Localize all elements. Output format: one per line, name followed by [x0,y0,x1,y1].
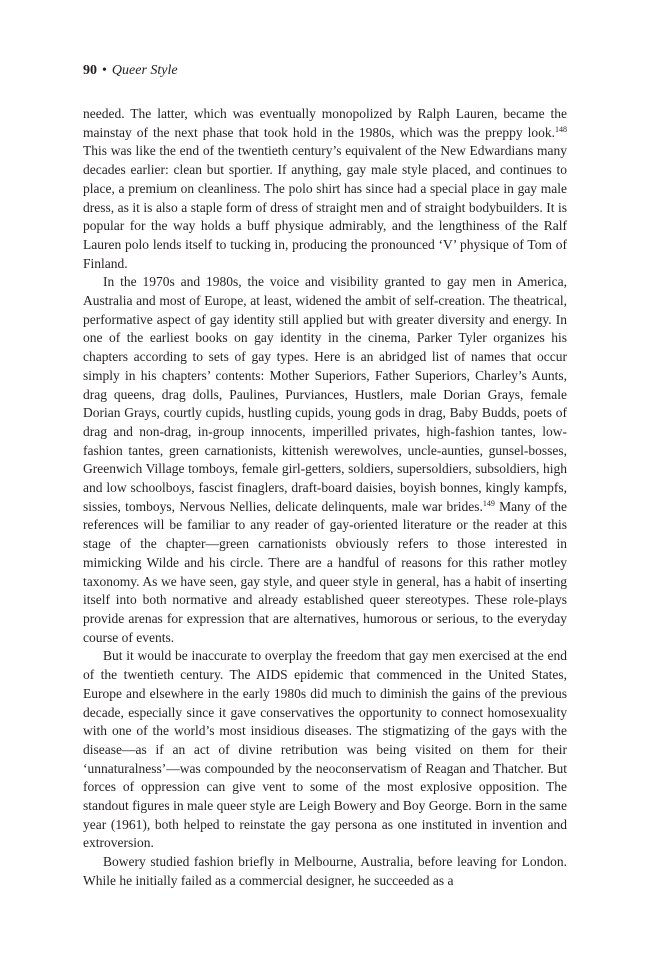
text-run: This was like the end of the twentieth century’s equivalent of the New Edwardians many decades earlier: clean but sportier. If anything, gay male style placed, and continues to place, a premium on cleanliness. The polo shirt has since had a special place in gay male dress, as it is also a staple form of dress of straight men and of straight bodybuilders. It is popular for the way holds a buff physique admirably, and the lengthiness of the Ralf Lauren polo lends itself to tucking in, producing the pronounced ‘V’ physique of Tom of Finland. [83,143,567,271]
footnote-ref: 148 [555,124,567,134]
footnote-ref: 149 [482,498,495,508]
body-text [83,105,567,891]
paragraph [83,105,567,273]
text-run: In the 1970s and 1980s, the voice and visibility granted to gay men in America, Australia and most of Europe, at least, widened the ambit of self-creation. The theatrical, performative aspect of gay identity still applied but with greater diversity and energy. In one of the earliest books on gay identity in the cinema, Parker Tyler organizes his chapters according to sets of gay types. Here is an abridged list of names that occur simply in his chapters’ contents: Mother Superiors, Father Superiors, Charley’s Aunts, drag queens, drag dolls, Paulines, Purviances, Hustlers, male Dorian Grays, female Dorian Grays, courtly cupids, hustling cupids, young gods in drag, Baby Budds, poets of drag and non-drag, in-group innocents, imperilled privates, high-fashion tantes, low-fashion tantes, green carnationists, kittenish werewolves, uncle-aunties, gunsel-bosses, Greenwich Village tomboys, female girl-getters, soldiers, supersoldiers, subsoldiers, high and low schoolboys, fascist finaglers, draft-board daisies, boyish bonnes, kingly kampfs, sissies, tomboys, Nervous Nellies, delicate delinquents, male war brides. [83,274,567,514]
running-head [83,62,178,80]
text-run: Bowery studied fashion briefly in Melbourne, Australia, before leaving for London. While he initially failed as a commercial designer, he succeeded as a [83,854,567,888]
page-number: 90 [83,63,97,78]
text-run: needed. The latter, which was eventually monopolized by Ralph Lauren, became the mainstay of the next phase that took hold in the 1980s, which was the preppy look. [83,106,567,140]
paragraph [83,273,567,647]
text-run: Many of the references will be familiar to any reader of gay-oriented literature or the reader at this stage of the chapter—green carnationists obviously refers to those interested in mimicking Wilde and his circle. There are a handful of reasons for this rather motley taxonomy. As we have seen, gay style, and queer style in general, has a habit of inserting itself into both normative and already established queer stereotypes. These role-plays provide arenas for expression that are alternatives, humorous or serious, to the everyday course of events. [83,498,568,645]
book-title: Queer Style [111,63,178,78]
paragraph [83,853,567,890]
running-head-separator: • [102,63,107,78]
text-run: But it would be inaccurate to overplay the freedom that gay men exercised at the end of the twentieth century. The AIDS epidemic that commenced in the United States, Europe and elsewhere in the early 1980s did much to diminish the gains of the previous decade, especially since it gave conservatives the opportunity to connect homosexuality with one of the world’s most insidious diseases. The stigmatizing of the gays with the disease—as if an act of divine retribution was being visited on them for their ‘unnaturalness’—was compounded by the neoconservatism of Reagan and Thatcher. But forces of oppression can give vent to some of the most explosive opposition. The standout figures in male queer style are Leigh Bowery and Boy George. Born in the same year (1961), both helped to reinstate the gay persona as one instituted in invention and extroversion. [83,648,567,851]
paragraph [83,647,567,853]
